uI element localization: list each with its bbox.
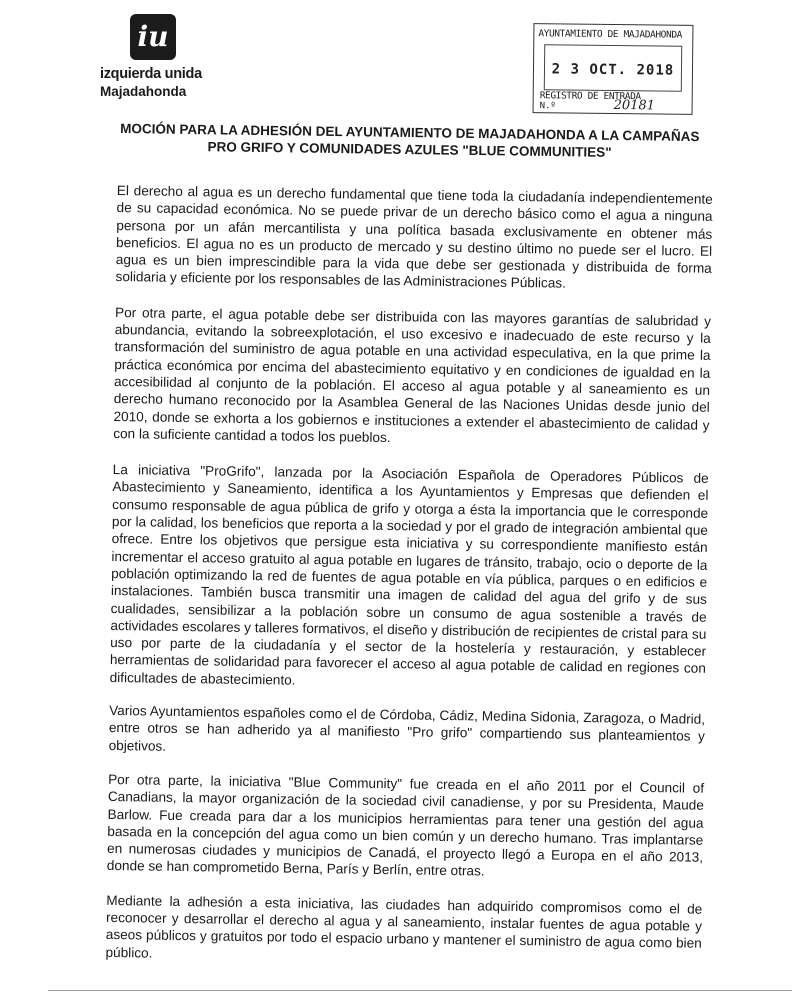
paragraph-blue-community: Por otra parte, la iniciativa "Blue Community" fue creada en el año 2011 por el Council of Canadians, la mayor organización de la sociedad civil canadiense, y por su Presidenta, Maude Barlow. Fue creada para dar a los municipios herramientas para tener una gestión del agua basada en la concepción del agua como un bien común y un derecho humano. Tras implantarse en numerosas ciudades y municipios de Canadá, el proyecto llegó a Europa en el año 2013, donde se han comprometido Berna, París y Berlín, entre otras. xyxy=(106,771,705,879)
stamp-number: 20181 xyxy=(613,98,656,114)
stamp-organization: AYUNTAMIENTO DE MAJADAHONDA xyxy=(538,28,683,41)
paragraph-water-quality: Por otra parte, el agua potable debe ser distribuida con las mayores garantías de salubridad y abundancia, evitando la sobreexplotación, el uso excesivo e inadecuado de este recurso y la transformación del suministro de agua potable en una actividad especulativa, en la que prime la práctica económica por encima del abastecimiento equitativo y en condiciones de igualdad en la accesibilidad al conjunto de la población. El acceso al agua potable y al saneamiento es un derecho humano reconocido por la Asamblea General de las Naciones Unidas desde junio del 2010, donde se exhorta a los gobiernos e instituciones a extender el abastecimiento de calidad y con la suficiente cantidad a todos los pueblos. xyxy=(113,304,712,445)
paragraph-progrifo: La iniciativa "ProGrifo", lanzada por la Asociación Española de Operadores Públicos de Abastecimiento y Saneamiento, identifica a los Ayuntamientos y Empresas que defienden el consumo responsable de agua pública de grifo y otorga a ésta la importancia que le corresponde por la calidad, los beneficios que reporta a la sociedad y por el grado de integración ambiental que ofrece. Entre los objetivos que persigue esta iniciativa y su correspondiente manifiesto están incrementar el acceso gratuito al agua potable en lugares de tránsito, trabajo, ocio o deporte de la población optimizando la red de fuentes de agua potable en vía pública, parques o en edificios e instalaciones. También busca transmitir una imagen de calidad del agua del grifo y de sus cualidades, sensibilizar a la población sobre un consumo de agua sostenible a través de actividades escolares y talleres formativos, el diseño y distribución de recipientes de cristal para su uso por parte de la ciudadanía y el sector de la hostelería y restauración, y establecer herramientas de solidaridad para favorecer el acceso al agua potable de calidad en regiones con dificultades de abastecimiento. xyxy=(109,462,709,688)
paragraph-commitments: Mediante la adhesión a esta iniciativa, las ciudades han adquirido compromisos como el de reconocer y desarrollar el derecho al agua y al saneamiento, instalar fuentes de agua potable y aseos públicos y gratuitos por todo el espacio urbano y mantener el suministro de agua como bien público. xyxy=(105,892,703,961)
iu-logo-mark: iu xyxy=(130,14,176,60)
registry-stamp xyxy=(533,23,694,115)
document-body xyxy=(105,182,712,970)
document-title: MOCIÓN PARA LA ADHESIÓN DEL AYUNTAMIENTO DE MAJADAHONDA A LA CAMPAÑAS PRO GRIFO Y COMUNIDADES AZULES "BLUE COMMUNITIES" xyxy=(120,121,700,160)
paragraph-adhered-cities: Varios Ayuntamientos españoles como el de Córdoba, Cádiz, Medina Sidonia, Zaragoza, o Madrid, entre otros se han adherido ya al manifiesto "Pro grifo" compartiendo sus planteamientos y objetivos. xyxy=(108,702,706,754)
logo-city-name: Majadahonda xyxy=(100,84,187,99)
logo-party-name: izquierda unida xyxy=(100,66,202,82)
stamp-number-label: N.º xyxy=(539,101,556,112)
stamp-date-box xyxy=(544,44,682,91)
paragraph-right-to-water: El derecho al agua es un derecho fundamental que tiene toda la ciudadanía independientemente de su capacidad económica. No se puede privar de un derecho básico como el agua a ninguna persona por un afán mercantilista y una política basada exclusivamente en obtener más beneficios. El agua no es un producto de mercado y su destino último no puede ser el lucro. El agua es un bien imprescindible para la vida que debe ser gestionada y distribuida de forma solidaria y eficiente por los responsables de las Administraciones Públicas. xyxy=(115,182,713,292)
stamp-registry-label: REGISTRO DE ENTRADA xyxy=(539,90,641,103)
stamp-date: 2 3 OCT. 2018 xyxy=(551,61,675,79)
scan-edge-line xyxy=(48,990,792,991)
